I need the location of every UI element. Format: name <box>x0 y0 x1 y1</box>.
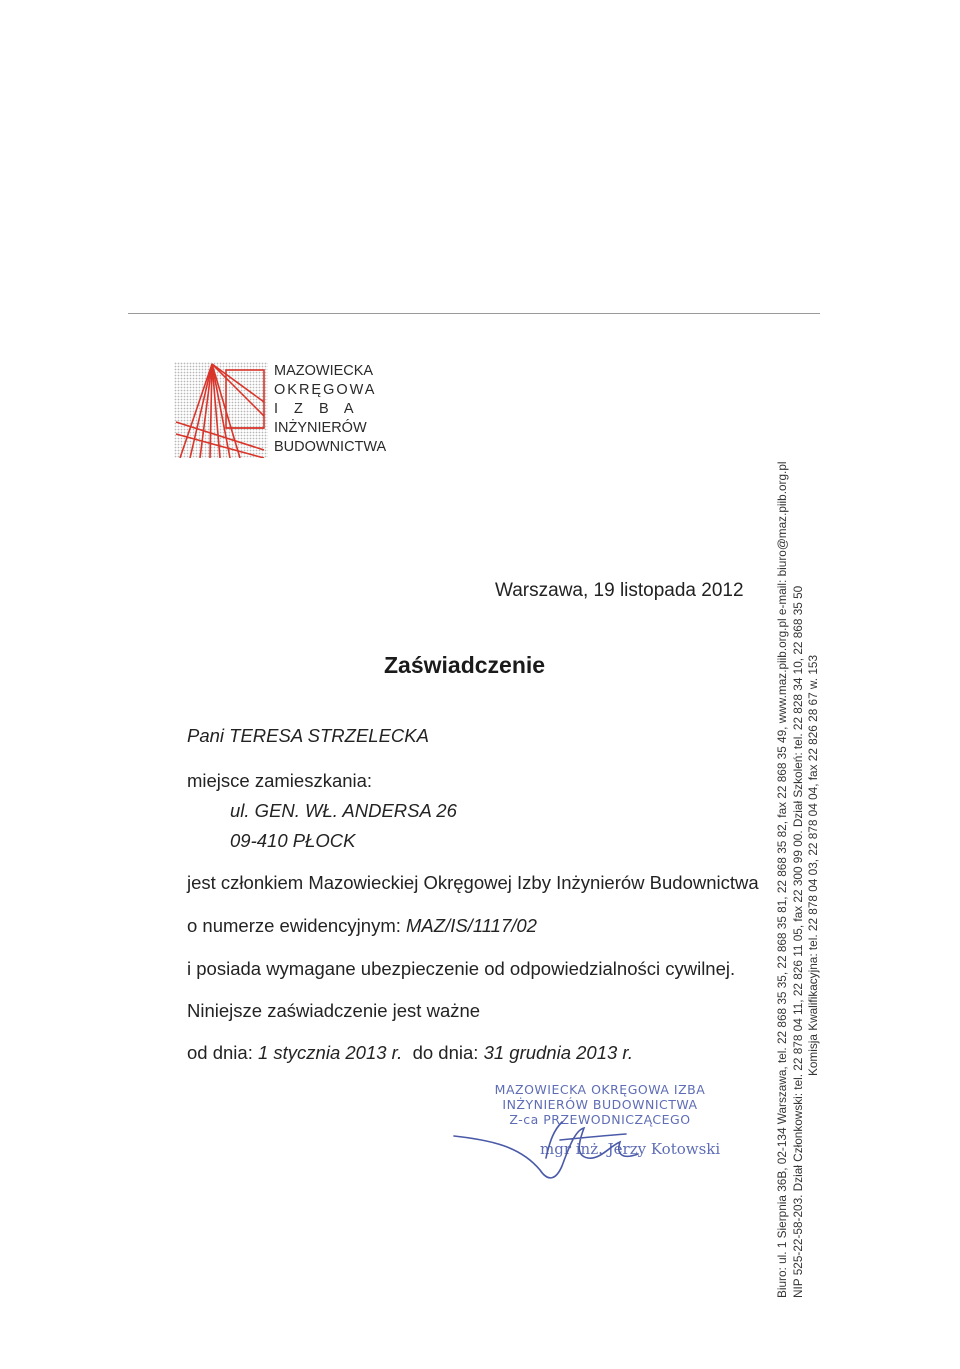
registration-label: o numerze ewidencyjnym: <box>187 915 401 936</box>
signature-icon <box>450 1100 690 1190</box>
footer-line: Biuro: ul. 1 Sierpnia 36B, 02-134 Warszawa, tel. 22 868 35 35, 22 868 35 81, 22 868 35 82, fax 22 868 35 49, www.maz.piib.org.pl e-mail: biuro@maz.piib.org.pl <box>775 461 789 1298</box>
validity-period <box>187 1042 633 1064</box>
logo-line: OKRĘGOWA <box>274 382 377 398</box>
stamp-signer: mgr inż. Jerzy Kotowski <box>540 1140 721 1158</box>
stamp-line: MAZOWIECKA OKRĘGOWA IZBA <box>494 1082 706 1097</box>
residence-label: miejsce zamieszkania: <box>187 770 373 791</box>
letter-date: Warszawa, 19 listopada 2012 <box>495 580 744 601</box>
stamp-line: INŻYNIERÓW BUDOWNICTWA <box>502 1097 698 1112</box>
top-rule <box>128 313 820 314</box>
logo-line: I Z B A <box>274 401 354 417</box>
to-date: 31 grudnia 2013 r. <box>483 1042 634 1063</box>
recipient-name: Pani TERESA STRZELECKA <box>187 725 429 746</box>
insurance-statement: i posiada wymagane ubezpieczenie od odpowiedzialności cywilnej. <box>187 958 736 979</box>
logo-line: MAZOWIECKA <box>274 363 374 379</box>
footer-contact-info <box>775 338 822 1298</box>
membership-statement: jest członkiem Mazowieckiej Okręgowej Izby Inżynierów Budownictwa <box>187 872 759 893</box>
stamp-line: Z-ca PRZEWODNICZĄCEGO <box>509 1112 691 1127</box>
city-address: 09-410 PŁOCK <box>230 830 356 851</box>
street-address: ul. GEN. WŁ. ANDERSA 26 <box>230 800 457 821</box>
logo-line: INŻYNIERÓW <box>274 420 367 436</box>
chamber-logo-text <box>274 362 386 457</box>
footer-line: Komisja Kwalifikacyjna: tel. 22 878 04 03, 22 878 04 04, fax 22 826 28 67 w. 153 <box>806 654 820 1076</box>
chamber-logo-icon <box>174 362 268 458</box>
from-date: 1 stycznia 2013 r. <box>257 1042 403 1063</box>
registration-line <box>187 915 537 937</box>
document-title: Zaświadczenie <box>384 652 546 678</box>
to-label: do dnia: <box>412 1042 479 1063</box>
validity-statement: Niniejsze zaświadczenie jest ważne <box>187 1000 481 1021</box>
logo-line: BUDOWNICTWA <box>274 439 387 455</box>
registration-number: MAZ/IS/1117/02 <box>406 915 537 936</box>
from-label: od dnia: <box>187 1042 253 1063</box>
footer-line: NIP 525-22-58-203. Dział Członkowski: tel. 22 878 04 11, 22 826 11 05, fax 22 300 99 00. Dział Szkoleń: tel. 22 828 34 10, 22 868 35 50 <box>790 585 805 1298</box>
